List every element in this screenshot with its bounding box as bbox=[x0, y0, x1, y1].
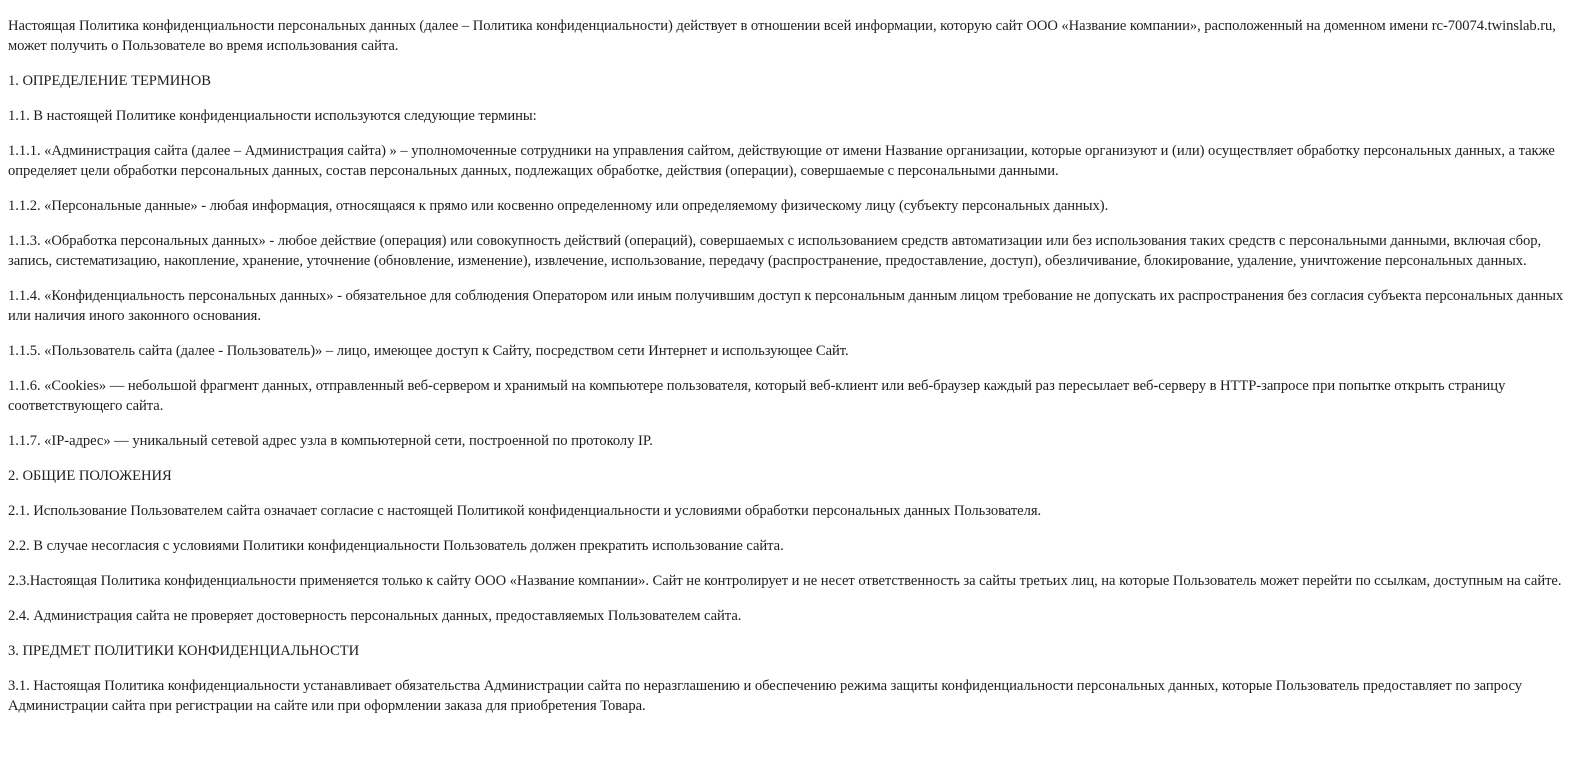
paragraph-1-1-4: 1.1.4. «Конфиденциальность персональных данных» - обязательное для соблюдения Оператором или иным получившим доступ к персональным данным лицом требование не допускать их распространения без согласия субъекта персональных данных или наличия иного законного основания. bbox=[8, 288, 1564, 324]
paragraph-1-1-5: 1.1.5. «Пользователь сайта (далее - Пользователь)» – лицо, имеющее доступ к Сайту, посредством сети Интернет и использующее Сайт. bbox=[8, 343, 849, 359]
paragraph-3-1: 3.1. Настоящая Политика конфиденциальности устанавливает обязательства Администрации сайта по неразглашению и обеспечению режима защиты конфиденциальности персональных данных, которые Пользователь предоставляет по запросу Администрации сайта при регистрации на сайте или при оформлении заказа для приобретения Товара. bbox=[8, 678, 1523, 714]
paragraph-2-2: 2.2. В случае несогласия с условиями Политики конфиденциальности Пользователь должен прекратить использование сайта. bbox=[8, 538, 784, 554]
paragraph-1-1-1: 1.1.1. «Администрация сайта (далее – Администрация сайта) » – уполномоченные сотрудники на управления сайтом, действующие от имени Название организации, которые организуют и (или) осуществляет обработку персональных данных, а также определяет цели обработки персональных данных, состав персональных данных, подлежащих обработке, действия (операции), совершаемые с персональными данными. bbox=[8, 143, 1555, 179]
paragraph-1-1-7: 1.1.7. «IP-адрес» — уникальный сетевой адрес узла в компьютерной сети, построенной по протоколу IP. bbox=[8, 433, 653, 449]
paragraph-2-4: 2.4. Администрация сайта не проверяет достоверность персональных данных, предоставляемых Пользователем сайта. bbox=[8, 608, 742, 624]
paragraph-2-3: 2.3.Настоящая Политика конфиденциальности применяется только к сайту ООО «Название компании». Сайт не контролирует и не несет ответственность за сайты третьих лиц, на которые Пользователь может перейти по ссылкам, доступным на сайте. bbox=[8, 573, 1562, 589]
section-1-heading: 1. ОПРЕДЕЛЕНИЕ ТЕРМИНОВ bbox=[8, 73, 211, 89]
section-2-heading: 2. ОБЩИЕ ПОЛОЖЕНИЯ bbox=[8, 468, 172, 484]
paragraph-1-1-2: 1.1.2. «Персональные данные» - любая информация, относящаяся к прямо или косвенно определенному или определяемому физическому лицу (субъекту персональных данных). bbox=[8, 198, 1109, 214]
paragraph-2-1: 2.1. Использование Пользователем сайта означает согласие с настоящей Политикой конфиденциальности и условиями обработки персональных данных Пользователя. bbox=[8, 503, 1042, 519]
section-3-heading: 3. ПРЕДМЕТ ПОЛИТИКИ КОНФИДЕНЦИАЛЬНОСТИ bbox=[8, 643, 360, 659]
intro-paragraph: Настоящая Политика конфиденциальности персональных данных (далее – Политика конфиденциальности) действует в отношении всей информации, которую сайт ООО «Название компании», расположенный на доменном имени rc-70074.twinslab.ru, может получить о Пользователе во время использования сайта. bbox=[8, 18, 1556, 54]
paragraph-1-1-3: 1.1.3. «Обработка персональных данных» - любое действие (операция) или совокупность действий (операций), совершаемых с использованием средств автоматизации или без использования таких средств с персональными данными, включая сбор, запись, систематизацию, накопление, хранение, уточнение (обновление, изменение), извлечение, использование, передачу (распространение, предоставление, доступ), обезличивание, блокирование, удаление, уничтожение персональных данных. bbox=[8, 233, 1542, 269]
paragraph-1-1: 1.1. В настоящей Политике конфиденциальности используются следующие термины: bbox=[8, 108, 537, 124]
paragraph-1-1-6: 1.1.6. «Cookies» — небольшой фрагмент данных, отправленный веб-сервером и хранимый на компьютере пользователя, который веб-клиент или веб-браузер каждый раз пересылает веб-серверу в HTTP-запросе при попытке открыть страницу соответствующего сайта. bbox=[8, 378, 1506, 414]
